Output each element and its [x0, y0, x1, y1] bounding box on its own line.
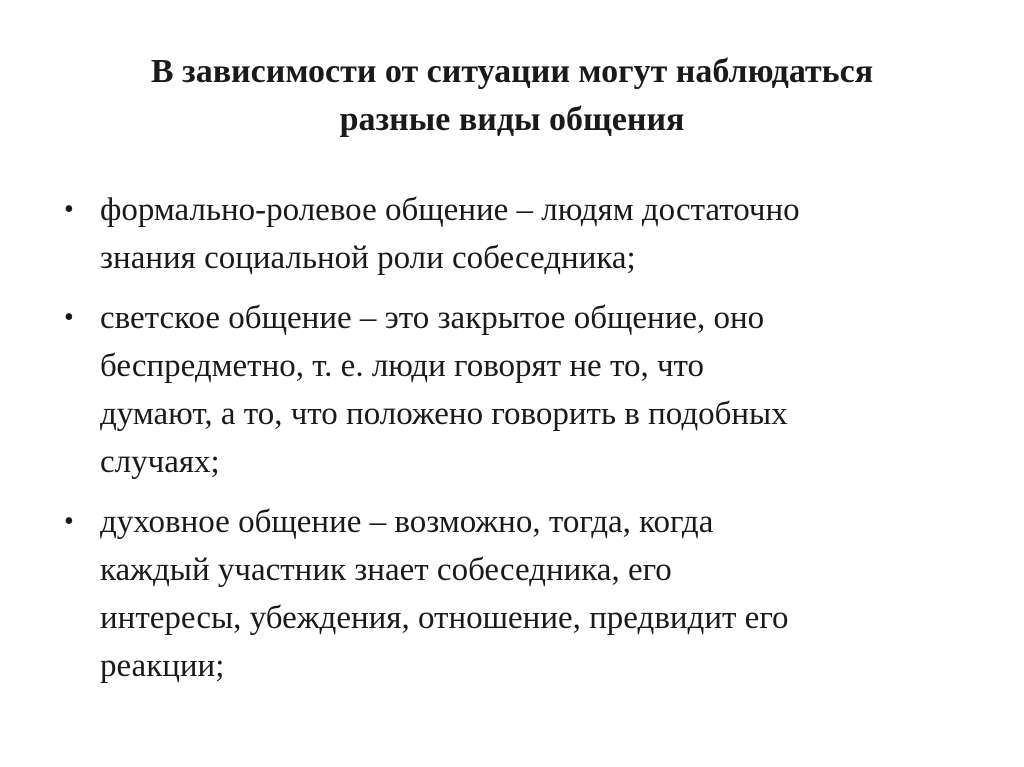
bullet-text: [100, 294, 964, 486]
bullet-line: формально-ролевое общение – людям достаточно: [100, 192, 800, 228]
slide-title-line-1: В зависимости от ситуации могут наблюдаться: [150, 53, 874, 90]
bullet-line: духовное общение – возможно, тогда, когда: [100, 504, 714, 540]
bullet-line: случаях;: [100, 444, 220, 480]
bullet-line: светское общение – это закрытое общение, оно: [100, 300, 765, 336]
bullet-text: [100, 186, 964, 282]
bullet-icon: •: [64, 506, 74, 537]
bullet-line: каждый участник знает собеседника, его: [100, 552, 672, 588]
bullet-line: интересы, убеждения, отношение, предвидит его: [100, 600, 789, 636]
bullet-item-social: [64, 294, 964, 486]
bullet-text: [100, 498, 964, 690]
bullet-item-spiritual: [64, 498, 964, 690]
bullet-line: беспредметно, т. е. люди говорят не то, что: [100, 348, 705, 384]
bullet-item-formal-role: [64, 186, 964, 282]
bullet-line: думают, а то, что положено говорить в подобных: [100, 396, 788, 432]
slide-title-line-2: разные виды общения: [339, 101, 685, 138]
bullet-list: [64, 186, 964, 702]
bullet-line: знания социальной роли собеседника;: [100, 240, 636, 276]
slide-title: [60, 48, 964, 144]
bullet-icon: •: [64, 194, 74, 225]
bullet-icon: •: [64, 302, 74, 333]
bullet-line: реакции;: [100, 648, 225, 684]
